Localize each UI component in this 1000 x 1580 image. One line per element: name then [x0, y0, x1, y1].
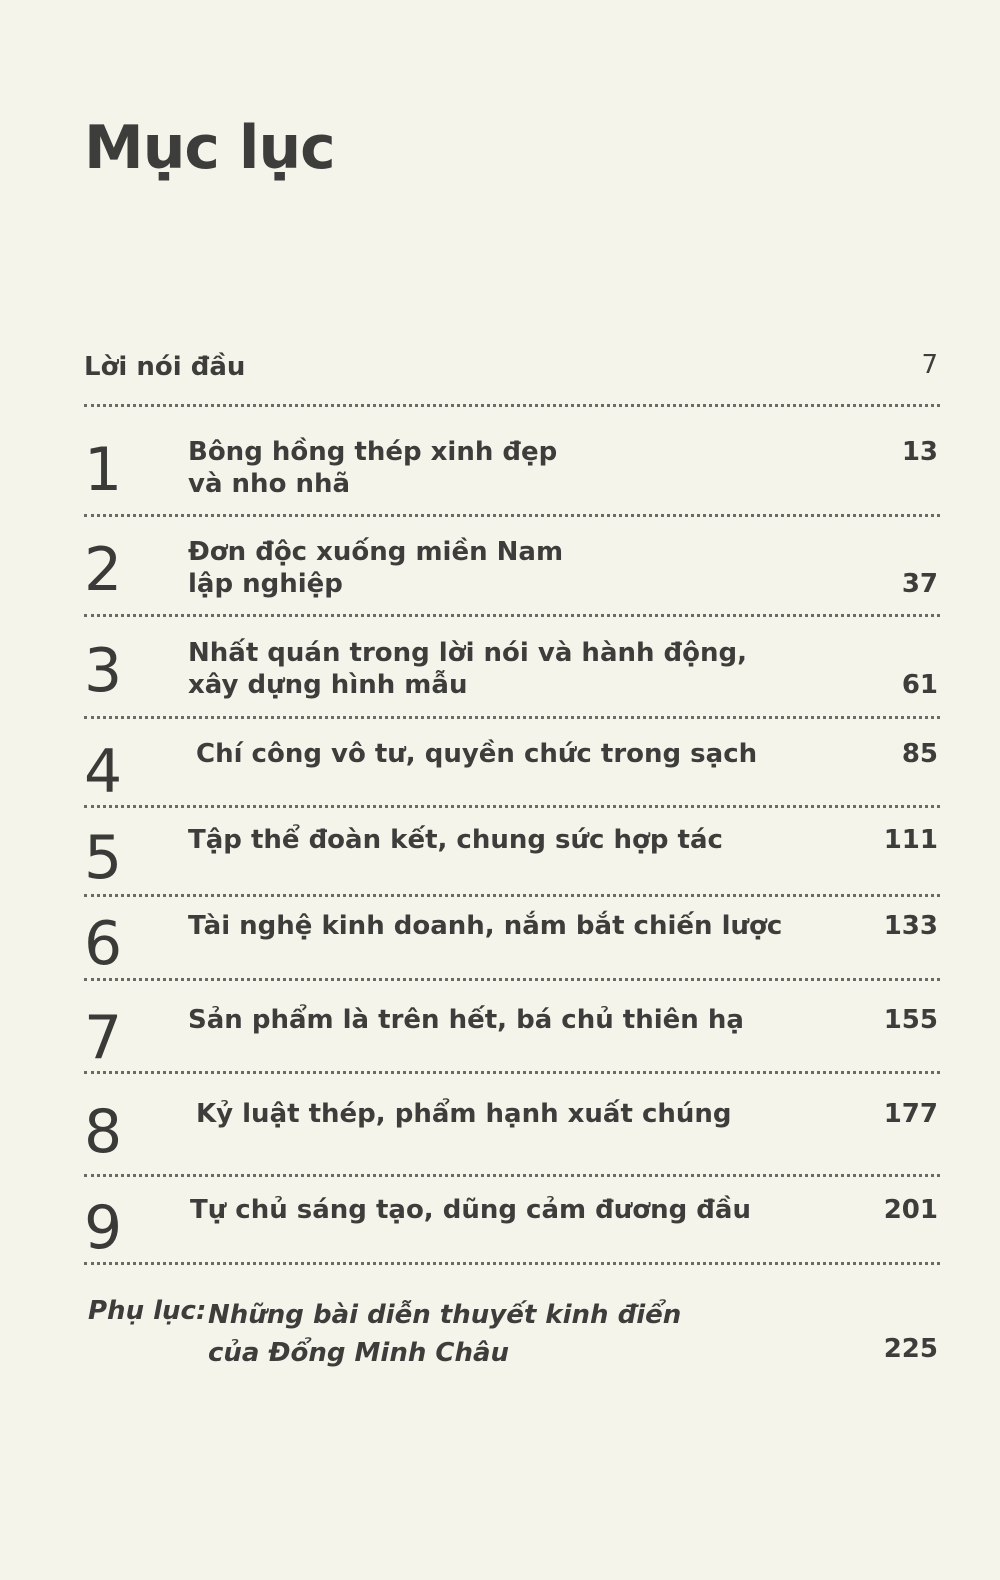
- chapter-number: 1: [84, 435, 123, 505]
- appendix-title: [208, 1296, 681, 1372]
- chapter-title-line: Chí công vô tư, quyền chức trong sạch: [196, 739, 758, 769]
- chapter-page: 37: [901, 569, 938, 599]
- toc-divider: [84, 1262, 940, 1265]
- chapter-title: [188, 824, 723, 856]
- appendix-title-line: của Đổng Minh Châu: [208, 1338, 510, 1368]
- chapter-number: 2: [84, 535, 123, 605]
- chapter-page: 201: [883, 1195, 938, 1225]
- chapter-number: 6: [84, 909, 123, 979]
- chapter-title: [188, 1004, 744, 1036]
- toc-divider: [84, 716, 940, 719]
- chapter-title-line: Tự chủ sáng tạo, dũng cảm đương đầu: [190, 1195, 751, 1225]
- chapter-page: 177: [883, 1099, 938, 1129]
- chapter-title-line: Nhất quán trong lời nói và hành động,: [188, 638, 748, 668]
- chapter-title: [188, 637, 747, 701]
- chapter-title: [188, 910, 782, 942]
- appendix-label: Phụ lục:: [88, 1296, 207, 1326]
- chapter-title-line: Tập thể đoàn kết, chung sức hợp tác: [188, 825, 723, 855]
- chapter-page: 61: [901, 670, 938, 700]
- appendix-title-line: Những bài diễn thuyết kinh điển: [208, 1300, 682, 1330]
- chapter-title: [188, 436, 557, 500]
- toc-divider: [84, 1071, 940, 1074]
- chapter-title-line: Bông hồng thép xinh đẹp: [188, 437, 558, 467]
- toc-divider: [84, 514, 940, 517]
- page-title: Mục lục: [84, 113, 335, 183]
- chapter-page: 13: [901, 437, 938, 467]
- chapter-title-line: Đơn độc xuống miền Nam: [188, 537, 564, 567]
- toc-divider: [84, 894, 940, 897]
- chapter-number: 7: [84, 1003, 123, 1073]
- chapter-title-line: Sản phẩm là trên hết, bá chủ thiên hạ: [188, 1005, 744, 1035]
- toc-preface-page: 7: [921, 350, 938, 380]
- chapter-number: 4: [84, 737, 123, 807]
- chapter-number: 5: [84, 823, 123, 893]
- chapter-title: [188, 536, 563, 600]
- toc-divider: [84, 614, 940, 617]
- toc-preface-label: Lời nói đầu: [84, 352, 246, 382]
- toc-divider: [84, 978, 940, 981]
- chapter-title-line: Kỷ luật thép, phẩm hạnh xuất chúng: [196, 1099, 732, 1129]
- chapter-title: [196, 738, 757, 770]
- chapter-page: 85: [901, 739, 938, 769]
- chapter-title: [190, 1194, 751, 1226]
- chapter-number: 9: [84, 1193, 123, 1263]
- chapter-title-line: xây dựng hình mẫu: [188, 670, 468, 700]
- chapter-page: 133: [883, 911, 938, 941]
- chapter-number: 8: [84, 1097, 123, 1167]
- chapter-title-line: và nho nhã: [188, 469, 351, 499]
- chapter-title-line: lập nghiệp: [188, 569, 343, 599]
- chapter-page: 155: [883, 1005, 938, 1035]
- toc-divider: [84, 805, 940, 808]
- toc-divider: [84, 1174, 940, 1177]
- toc-divider: [84, 404, 940, 407]
- chapter-title-line: Tài nghệ kinh doanh, nắm bắt chiến lược: [188, 911, 783, 941]
- chapter-number: 3: [84, 636, 123, 706]
- chapter-page: 111: [883, 825, 938, 855]
- chapter-title: [196, 1098, 732, 1130]
- appendix-page: 225: [883, 1334, 938, 1364]
